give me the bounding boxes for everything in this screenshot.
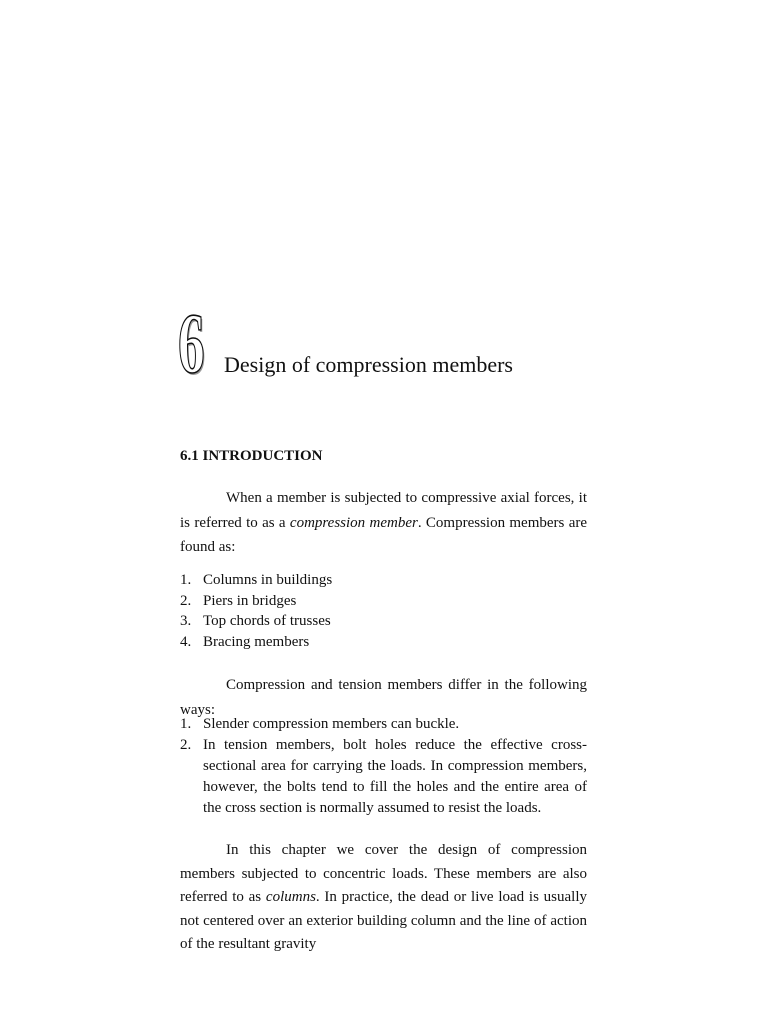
list-item-text: Columns in buildings <box>203 572 333 588</box>
chapter-title: Design of compression members <box>224 352 513 377</box>
list-item-number: 3. <box>180 613 192 630</box>
chapter-scope-paragraph <box>180 839 587 957</box>
list-item <box>180 632 587 653</box>
intro-emphasis: compression member <box>289 514 418 531</box>
list-item <box>180 714 587 735</box>
scope-text-before: In this chapter we cover the design of compression members subjected to concentric loads. These members are also referred to as <box>180 842 587 906</box>
list-item-text: Slender compression members can buckle. <box>203 716 460 732</box>
intro-text-before: When a member is subjected to compressive axial forces, it is referred to as a <box>180 490 587 531</box>
list-item <box>180 591 587 612</box>
list-item-number: 1. <box>180 716 192 732</box>
list-item <box>180 570 587 591</box>
chapter-number: 6 <box>178 295 205 391</box>
list-item-text: Top chords of trusses <box>203 613 331 630</box>
intro-text-after: . Compression members are found as: <box>180 514 588 555</box>
list-item-number: 1. <box>180 572 192 588</box>
list-item-text: Piers in bridges <box>203 592 297 609</box>
list-item-number: 2. <box>180 592 192 609</box>
list-item-number: 2. <box>180 737 192 753</box>
differences-list <box>180 714 587 819</box>
list-item-text: Bracing members <box>203 634 310 651</box>
scope-emphasis: columns <box>265 889 316 906</box>
differ-intro-text: Compression and tension members differ in the following ways: <box>180 677 587 718</box>
list-item <box>180 735 587 819</box>
list-item-text: In tension members, bolt holes reduce the effective cross-sectional area for carrying the loads. In compression members, however, the bolts tend to fill the holes and the entire area of the cross section is normally assumed to resist the loads. <box>203 737 587 816</box>
section-heading: 6.1 INTRODUCTION <box>180 448 323 464</box>
intro-paragraph <box>180 486 587 560</box>
list-item <box>180 611 587 632</box>
compression-member-list <box>180 570 587 653</box>
scope-text-after: . In practice, the dead or live load is usually not centered over an exterior building column and the line of action of the resultant gravity <box>180 889 587 953</box>
list-item-number: 4. <box>180 634 192 651</box>
